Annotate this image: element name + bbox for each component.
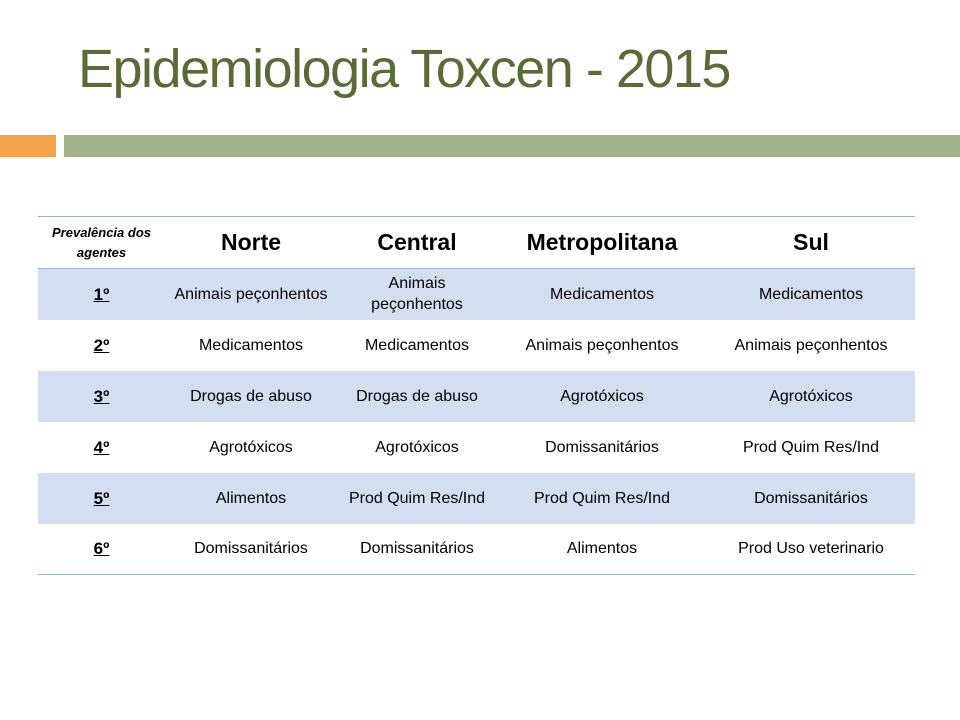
table-cell: Animais peçonhentos [174, 285, 328, 303]
table-cell: Agrotóxicos [769, 387, 853, 405]
table-cell: Prod Quim Res/Ind [348, 489, 486, 507]
table-cell: Prod Quim Res/Ind [533, 489, 671, 507]
table-cell: Medicamentos [364, 336, 470, 354]
table-cell: Domissanitários [194, 540, 308, 558]
header-norte: Norte [165, 217, 337, 269]
table-cell: Domissanitários [360, 540, 474, 558]
table-cell: Alimentos [215, 489, 287, 507]
table-row [38, 422, 915, 473]
table-cell: Animais peçonhentos [525, 336, 679, 354]
table-cell: Agrotóxicos [209, 438, 293, 456]
table-cell: Medicamentos [198, 336, 304, 354]
accent-bar-green [64, 135, 960, 157]
page-title: Epidemiologia Toxcen - 2015 [78, 39, 730, 99]
rank-cell: 4º [93, 437, 110, 457]
table-cell: Prod Uso veterinario [738, 540, 884, 558]
table-cell: Animais peçonhentos [371, 275, 463, 314]
header-metropolitana: Metropolitana [497, 217, 707, 269]
table-row [38, 524, 915, 575]
header-central: Central [337, 217, 497, 269]
table-cell: Medicamentos [549, 285, 655, 303]
accent-bar-orange [0, 135, 56, 157]
table-cell: Drogas de abuso [190, 387, 312, 405]
corner-header: Prevalência dos agentes [38, 217, 165, 269]
table-cell: Agrotóxicos [375, 438, 459, 456]
rank-cell: 2º [93, 335, 110, 355]
rank-cell: 1º [93, 284, 110, 304]
table-cell: Domissanitários [545, 438, 659, 456]
table-cell: Agrotóxicos [560, 387, 644, 405]
rank-cell: 6º [93, 539, 110, 559]
rank-cell: 3º [93, 386, 110, 406]
table-row [38, 269, 915, 320]
prevalence-table [38, 216, 915, 575]
table-cell: Alimentos [566, 540, 638, 558]
table-row [38, 473, 915, 524]
table-cell: Animais peçonhentos [734, 336, 888, 354]
table-row [38, 320, 915, 371]
rank-cell: 5º [93, 488, 110, 508]
table-cell: Medicamentos [758, 285, 864, 303]
table-cell: Drogas de abuso [356, 387, 478, 405]
table-cell: Domissanitários [754, 489, 868, 507]
table-header-row [38, 217, 915, 269]
table-row [38, 371, 915, 422]
header-sul: Sul [707, 217, 915, 269]
table-cell: Prod Quim Res/Ind [742, 438, 880, 456]
